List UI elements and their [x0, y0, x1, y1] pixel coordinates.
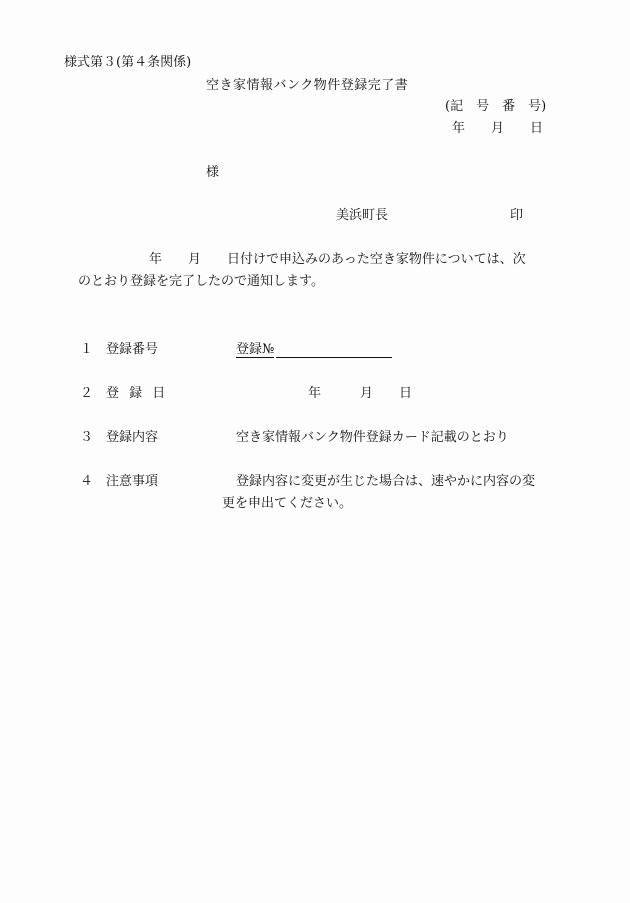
body-line-1: 年 月 日付けで申込みのあった空き家物件については、次	[149, 252, 526, 267]
body-line-2: のとおり登録を完了したので通知します。	[78, 274, 324, 289]
addressee-honorific: 様	[206, 165, 220, 180]
notes-value-line-2: 更を申出てください。	[222, 496, 353, 511]
date-line: 年 月 日	[452, 121, 544, 136]
registration-content-value: 空き家情報バンク物件登録カード記載のとおり	[236, 430, 509, 445]
issuer-seal: 印	[510, 208, 524, 223]
issuer-name: 美浜町長	[336, 208, 389, 223]
item-label: 登録番号	[106, 342, 159, 357]
registration-number-field	[236, 342, 392, 358]
notes-value-line-1: 登録内容に変更が生じた場合は、速やかに内容の変	[236, 474, 536, 489]
item-label: 登録内容	[106, 430, 159, 445]
document-title: 空き家情報バンク物件登録完了書	[206, 78, 409, 93]
item-number: ３	[80, 430, 94, 445]
item-label: 注意事項	[106, 474, 159, 489]
form-number: 様式第３(第４条関係)	[64, 55, 192, 70]
registration-number-blank	[276, 343, 392, 358]
item-number: ４	[80, 474, 94, 489]
item-label: 登 録 日	[106, 386, 169, 401]
registration-number-prefix: 登録№	[236, 342, 275, 357]
item-number: ２	[80, 386, 94, 401]
item-number: １	[80, 342, 94, 357]
record-number-label: (記 号 番 号)	[445, 99, 547, 114]
registration-date-value: 年 月 日	[308, 386, 413, 401]
